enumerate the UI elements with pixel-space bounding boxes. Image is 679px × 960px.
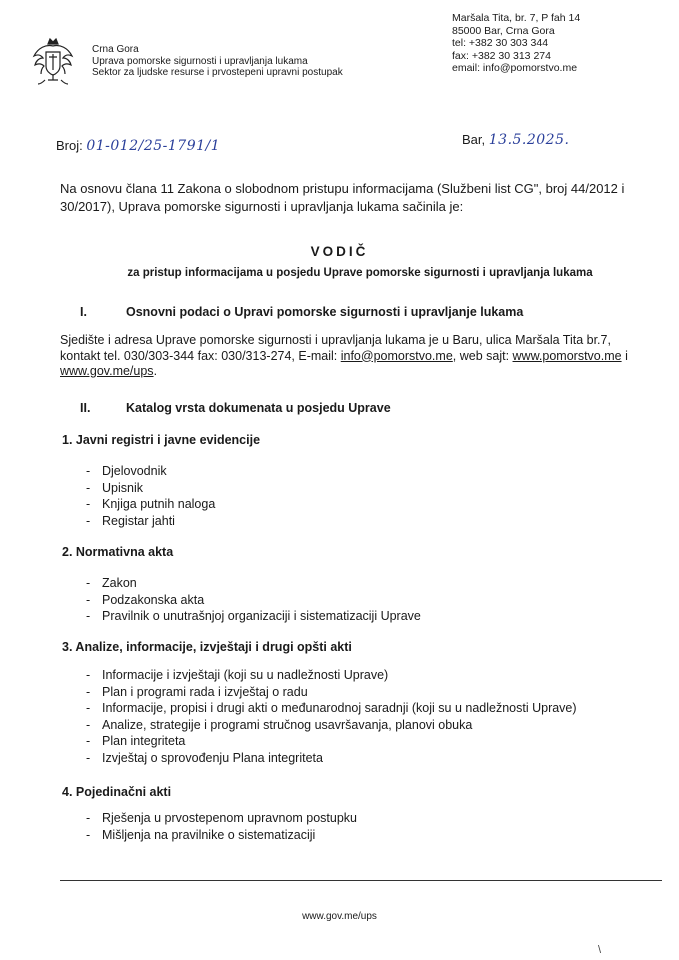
section-1-number: I. — [80, 305, 87, 319]
bullet-dash: - — [86, 827, 91, 842]
broj-value: 01-012/25-1791/1 — [86, 138, 221, 154]
list-item-text: Knjiga putnih naloga — [102, 497, 216, 512]
bullet-dash: - — [86, 734, 91, 749]
bullet-dash: - — [86, 513, 91, 528]
category-list — [86, 667, 577, 767]
bullet-dash: - — [86, 480, 91, 495]
list-item-text: Djelovodnik — [102, 464, 167, 478]
list-item-text: Upisnik — [102, 480, 143, 495]
list-item — [86, 608, 421, 625]
bullet-dash: - — [86, 811, 91, 825]
list-item-text: Podzakonska akta — [102, 592, 205, 607]
bullet-dash: - — [86, 609, 91, 624]
footer-url: www.gov.me/ups — [302, 911, 377, 922]
list-item — [86, 750, 577, 767]
category-list — [86, 575, 421, 625]
list-item-text: Izvještaj o sprovođenju Plana integriteta — [102, 750, 323, 765]
bullet-dash: - — [86, 717, 91, 732]
address-text-web: , web sajt: — [452, 348, 513, 363]
list-item — [86, 700, 577, 717]
list-item — [86, 827, 357, 844]
section-2-title: Katalog vrsta dokumenata u posjedu Uprave — [126, 401, 391, 415]
list-item-text: Analize, strategije i programi stručnog usavršavanja, planovi obuka — [102, 717, 473, 732]
list-item — [86, 717, 577, 734]
bullet-dash: - — [86, 701, 91, 716]
contact-email: email: info@pomorstvo.me — [452, 62, 578, 75]
broj-label: Broj: — [56, 138, 83, 153]
category-list — [86, 810, 357, 843]
document-title: VODIČ — [310, 244, 369, 259]
bullet-dash: - — [86, 497, 91, 512]
section-2-number: II. — [80, 401, 91, 415]
org-line: Crna Gora — [92, 44, 139, 55]
list-item — [86, 463, 215, 480]
coat-of-arms-icon — [28, 36, 78, 88]
list-item-text: Informacije i izvještaji (koji su u nadležnosti Uprave) — [102, 668, 389, 682]
contact-fax: fax: +382 30 313 274 — [452, 49, 551, 62]
corner-mark: \ — [598, 944, 602, 956]
list-item-text: Plan integriteta — [102, 734, 186, 749]
contact-address: Maršala Tita, br. 7, P fah 14 — [452, 12, 581, 24]
list-item-text: Plan i programi rada i izvještaj o radu — [102, 684, 308, 699]
list-item — [86, 480, 215, 497]
intro-paragraph: Na osnovu člana 11 Zakona o slobodnom pristupu informacijama (Službeni list CG", broj 44/2012 i 30/2017), Uprava pomorske sigurnosti i upravljanja lukama sačinila je: — [60, 181, 625, 214]
list-item — [86, 592, 421, 609]
contact-phone: tel: +382 30 303 344 — [452, 37, 549, 50]
list-item-text: Pravilnik o unutrašnjoj organizaciji i sistematizaciji Uprave — [102, 609, 421, 624]
org-line: Uprava pomorske sigurnosti i upravljanja lukama — [92, 55, 308, 67]
list-item — [86, 513, 215, 530]
email-link[interactable]: info@pomorstvo.me — [340, 348, 453, 363]
address-text-end: . — [153, 364, 158, 378]
list-item-text: Registar jahti — [102, 513, 175, 528]
category-heading: 3. Analize, informacije, izvještaji i drugi opšti akti — [62, 640, 352, 654]
list-item-text: Mišljenja na pravilnike o sistematizaciji — [102, 827, 316, 842]
list-item — [86, 575, 421, 592]
list-item-text: Zakon — [102, 576, 137, 590]
category-heading: 1. Javni registri i javne evidencije — [62, 433, 261, 447]
document-subtitle: za pristup informacijama u posjedu Uprave pomorske sigurnosti i upravljanja lukama — [127, 267, 593, 279]
list-item — [86, 684, 577, 701]
address-text: Sjedište i adresa Uprave pomorske sigurnosti i upravljanja lukama je u Baru, ulica Maršala Tita br.7, kontakt tel. 030/303-344 fax: 030/313-274, E-mail: — [60, 333, 611, 363]
bullet-dash: - — [86, 750, 91, 765]
bullet-dash: - — [86, 592, 91, 607]
section-1-paragraph — [60, 333, 650, 380]
organization-block — [92, 44, 343, 79]
category-list — [86, 463, 215, 529]
list-item-text: Rješenja u prvostepenom upravnom postupku — [102, 811, 358, 825]
place-label: Bar, — [462, 132, 486, 147]
category-heading: 4. Pojedinačni akti — [62, 785, 172, 799]
org-line: Sektor za ljudske resurse i prvostepeni upravni postupak — [92, 67, 343, 78]
contact-block — [452, 12, 580, 75]
list-item — [86, 810, 357, 827]
bullet-dash: - — [86, 668, 91, 682]
website-link-gov[interactable]: www.gov.me/ups — [60, 364, 154, 378]
category-heading: 2. Normativna akta — [62, 545, 174, 559]
list-item — [86, 667, 577, 684]
bullet-dash: - — [86, 576, 91, 590]
place-date — [462, 132, 569, 148]
address-text-and: i — [621, 348, 628, 363]
footer-divider — [60, 880, 662, 881]
website-link-pomorstvo[interactable]: www.pomorstvo.me — [512, 348, 622, 363]
bullet-dash: - — [86, 684, 91, 699]
section-1-title: Osnovni podaci o Upravi pomorske sigurnosti i upravljanje lukama — [126, 305, 524, 319]
date-value: 13.5.2025. — [488, 132, 570, 148]
list-item-text: Informacije, propisi i drugi akti o međunarodnoj saradnji (koji su u nadležnosti Uprave) — [102, 701, 577, 716]
list-item — [86, 496, 215, 513]
bullet-dash: - — [86, 464, 91, 478]
list-item — [86, 733, 577, 750]
contact-city: 85000 Bar, Crna Gora — [452, 24, 555, 37]
reference-number — [56, 138, 220, 154]
